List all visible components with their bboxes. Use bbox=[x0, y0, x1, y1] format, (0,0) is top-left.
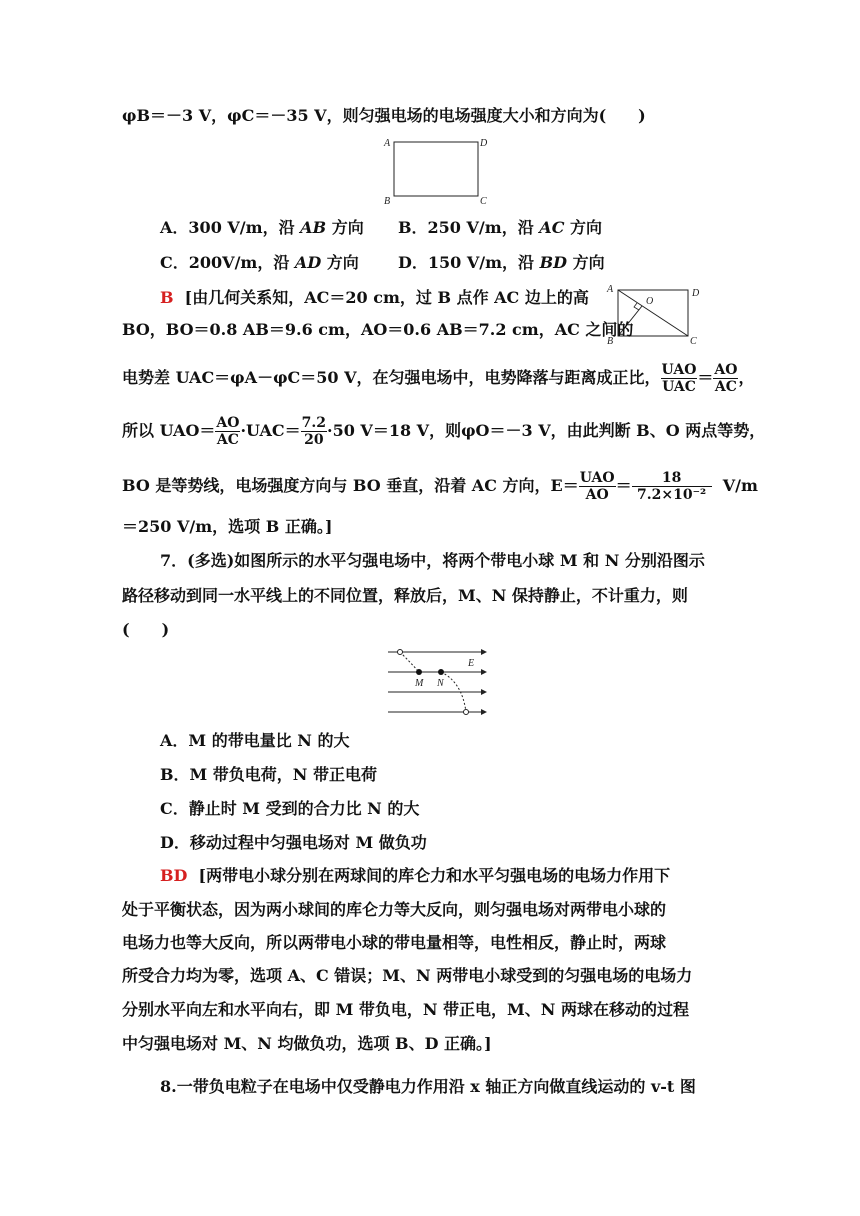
q6-answer: B bbox=[160, 288, 174, 307]
q7-field-figure bbox=[386, 646, 490, 720]
q7-stem-line3: ( ) bbox=[122, 620, 170, 639]
svg-text:M: M bbox=[415, 678, 424, 689]
q7-option-d: D．移动过程中匀强电场对 M 做负功 bbox=[160, 833, 427, 852]
svg-text:D: D bbox=[692, 288, 700, 299]
q7-option-a: A．M 的带电量比 N 的大 bbox=[160, 731, 350, 750]
q7-explanation-line1: BD [两带电小球分别在两球间的库仑力和水平匀强电场的电场力作用下 bbox=[160, 866, 671, 885]
q6-option-a: A．300 V/m，沿 AB 方向 bbox=[160, 218, 364, 237]
svg-text:C: C bbox=[690, 336, 697, 347]
fraction: $\frac{AO}{AC}$ bbox=[714, 362, 738, 395]
fraction: $\frac{18}{\text{7.2×10⁻²}}$ bbox=[632, 470, 712, 503]
fraction: $\frac{7.2}{20}$ bbox=[301, 415, 326, 448]
fraction: $\frac{\text{UAO}}{\text{UAC}}$ bbox=[661, 362, 697, 395]
q7-explanation-line2: 处于平衡状态，因为两小球间的库仑力等大反向，则匀强电场对两带电小球的 bbox=[122, 900, 667, 919]
q6-explanation-line2: BO，BO＝0.8 AB＝9.6 cm，AO＝0.6 AB＝7.2 cm，AC 之间的 bbox=[122, 320, 634, 339]
svg-text:E: E bbox=[468, 658, 475, 669]
q6-explanation-line1: B [由几何关系知，AC＝20 cm，过 B 点作 AC 边上的高 bbox=[160, 288, 589, 307]
q7-stem-line2: 路径移动到同一水平线上的不同位置，释放后，M、N 保持静止，不计重力，则 bbox=[122, 586, 688, 605]
q6-explanation-line5: BO 是等势线，电场强度方向与 BO 垂直，沿着 AC 方向，E＝ $\frac{\text{UAO}}{AO}$ ＝ $\frac{18}{\text{7.2×10⁻²}}$ V/m bbox=[122, 470, 758, 503]
q7-explanation-line6: 中匀强电场对 M、N 均做负功，选项 B、D 正确。] bbox=[122, 1034, 492, 1053]
svg-text:B: B bbox=[607, 336, 614, 347]
q6-stem-tail: φB＝－3 V，φC＝－35 V，则匀强电场的电场强度大小和方向为( ) bbox=[122, 106, 646, 125]
q6-fig-label-c: C bbox=[480, 196, 487, 207]
q6-option-d: D．150 V/m，沿 BD 方向 bbox=[398, 253, 605, 272]
q6-explanation-line4: 所以 UAO＝ $\frac{AO}{AC}$ ·UAC＝ $\frac{7.2}{20}$ ·50 V＝18 V，则φO＝－3 V，由此判断 B、O 两点等势， bbox=[122, 415, 766, 448]
q7-explanation-line5: 分别水平向左和水平向右，即 M 带负电，N 带正电，M、N 两球在移动的过程 bbox=[122, 1000, 689, 1019]
svg-text:A: A bbox=[607, 284, 614, 295]
svg-text:N: N bbox=[437, 678, 444, 689]
q7-explanation-line4: 所受合力均为零，选项 A、C 错误；M、N 两带电小球受到的匀强电场的电场力 bbox=[122, 966, 693, 985]
fraction: $\frac{\text{UAO}}{AO}$ bbox=[579, 470, 615, 503]
q6-explanation-line3: 电势差 UAC＝φA－φC＝50 V，在匀强电场中，电势降落与距离成正比， $\frac{\text{UAO}}{\text{UAC}}$ ＝ $\frac{AO}{AC}$ ， bbox=[122, 362, 755, 395]
q6-fig-label-a: A bbox=[384, 138, 391, 149]
q7-answer: BD bbox=[160, 866, 188, 885]
q7-option-c: C．静止时 M 受到的合力比 N 的大 bbox=[160, 799, 420, 818]
q7-stem-line1: 7．(多选)如图所示的水平匀强电场中，将两个带电小球 M 和 N 分别沿图示 bbox=[160, 551, 705, 570]
q6-option-b: B．250 V/m，沿 AC 方向 bbox=[398, 218, 603, 237]
q6-option-c: C．200V/m，沿 AD 方向 bbox=[160, 253, 359, 272]
q6-fig-label-d: D bbox=[480, 138, 488, 149]
fraction: $\frac{AO}{AC}$ bbox=[216, 415, 240, 448]
q7-option-b: B．M 带负电荷，N 带正电荷 bbox=[160, 765, 378, 784]
svg-text:O: O bbox=[646, 296, 654, 307]
q6-rectangle-figure bbox=[380, 134, 490, 208]
q8-stem-line1: 8.一带负电粒子在电场中仅受静电力作用沿 x 轴正方向做直线运动的 v-t 图 bbox=[160, 1077, 696, 1096]
q7-explanation-line3: 电场力也等大反向，所以两带电小球的带电量相等，电性相反，静止时，两球 bbox=[122, 933, 667, 952]
q6-explanation-line6: ＝250 V/m，选项 B 正确。] bbox=[122, 517, 333, 536]
q6-fig-label-b: B bbox=[384, 196, 391, 207]
